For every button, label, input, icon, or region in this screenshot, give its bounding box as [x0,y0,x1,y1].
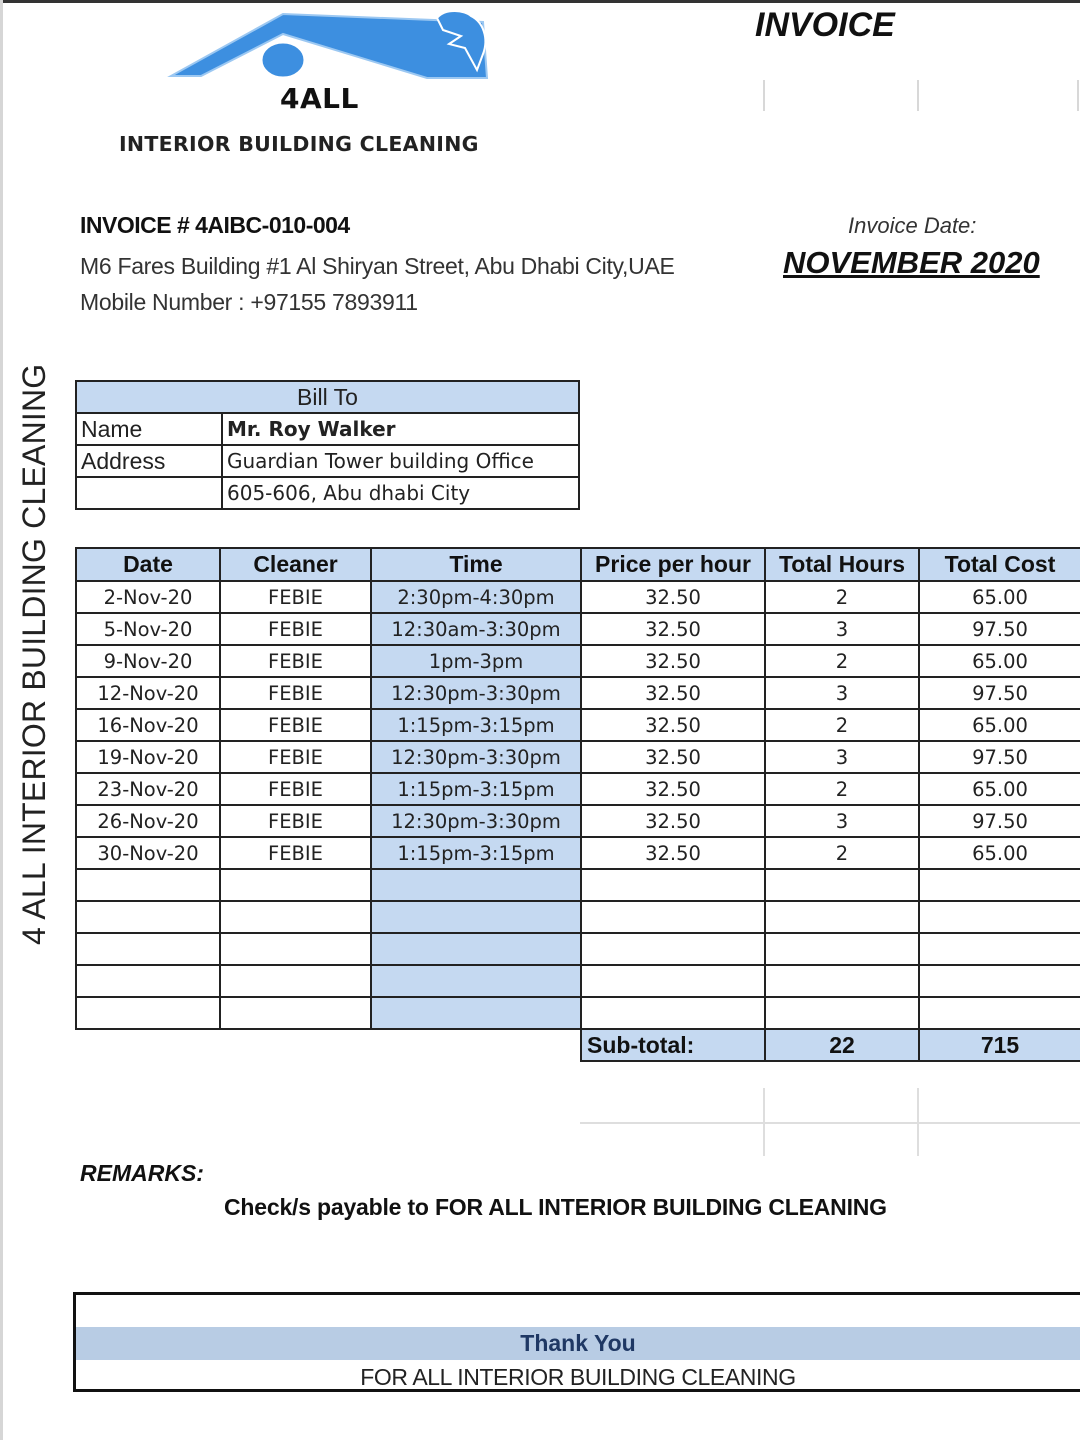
subtotal-row [76,1029,1080,1061]
footer-company: FOR ALL INTERIOR BUILDING CLEANING [360,1364,796,1390]
empty-table-row [76,869,1080,901]
cell-hours: 3 [765,677,919,709]
roof-window [261,42,305,78]
empty-label-cell [76,477,222,509]
cell-hours: 2 [765,837,919,869]
cell-cost: 65.00 [919,645,1080,677]
cell-cost: 65.00 [919,773,1080,805]
name-label: Name [76,413,222,445]
cell-date: 12-Nov-20 [76,677,220,709]
empty-cell [371,965,581,997]
house-roof-logo-icon [165,8,500,88]
empty-cell [919,933,1080,965]
empty-cell [919,901,1080,933]
gridline [763,80,765,111]
cell-price: 32.50 [581,613,765,645]
cell-date: 19-Nov-20 [76,741,220,773]
remarks-label: REMARKS: [80,1160,204,1186]
empty-cell [581,869,765,901]
cell-cost: 97.50 [919,677,1080,709]
empty-cell [919,997,1080,1029]
table-row [76,677,1080,709]
empty-cell [919,965,1080,997]
col-header-hours: Total Hours [765,548,919,581]
cell-date: 16-Nov-20 [76,709,220,741]
cell-price: 32.50 [581,645,765,677]
cell-time: 1:15pm-3:15pm [371,837,581,869]
cell-time: 2:30pm-4:30pm [371,581,581,613]
empty-cell [581,933,765,965]
empty-cell [76,869,220,901]
empty-table-row [76,901,1080,933]
invoice-date-label: Invoice Date: [848,213,977,238]
table-row [76,613,1080,645]
bill-to-table [75,380,580,510]
cell-cost: 97.50 [919,805,1080,837]
cell-time: 12:30am-3:30pm [371,613,581,645]
empty-cell [765,901,919,933]
cell-cleaner: FEBIE [220,581,371,613]
empty-cell [581,965,765,997]
empty-cell [765,997,919,1029]
gridline [917,80,919,111]
cell-hours: 3 [765,741,919,773]
empty-cell [76,965,220,997]
table-row [76,709,1080,741]
cell-price: 32.50 [581,773,765,805]
cell-price: 32.50 [581,677,765,709]
client-address-line1: Guardian Tower building Office [222,445,579,477]
cell-date: 5-Nov-20 [76,613,220,645]
table-row [76,805,1080,837]
empty-table-row [76,997,1080,1029]
page-top-border [0,0,1080,3]
table-row [76,837,1080,869]
cell-cleaner: FEBIE [220,805,371,837]
table-row [76,741,1080,773]
cell-date: 2-Nov-20 [76,581,220,613]
cell-hours: 2 [765,709,919,741]
cell-cost: 65.00 [919,581,1080,613]
empty-cell [371,869,581,901]
empty-cell [765,965,919,997]
cell-cleaner: FEBIE [220,837,371,869]
services-table [75,547,1080,1062]
table-header-row [76,548,1080,581]
brand-tagline: INTERIOR BUILDING CLEANING [119,132,479,156]
cell-time: 12:30pm-3:30pm [371,677,581,709]
subtotal-spacer [76,1029,581,1061]
cell-time: 12:30pm-3:30pm [371,741,581,773]
cell-cost: 97.50 [919,741,1080,773]
cell-price: 32.50 [581,741,765,773]
empty-cell [371,933,581,965]
empty-cell [76,901,220,933]
table-row [76,581,1080,613]
subtotal-label: Sub-total: [581,1029,765,1061]
subtotal-hours: 22 [765,1029,919,1061]
invoice-title: INVOICE [755,6,895,44]
empty-cell [765,869,919,901]
col-header-time: Time [371,548,581,581]
invoice-date-value: NOVEMBER 2020 [783,245,1040,280]
cell-hours: 2 [765,773,919,805]
table-row [76,773,1080,805]
cell-cost: 65.00 [919,837,1080,869]
subtotal-cost: 715 [919,1029,1080,1061]
empty-table-row [76,965,1080,997]
cell-cleaner: FEBIE [220,677,371,709]
cell-cleaner: FEBIE [220,709,371,741]
cell-hours: 2 [765,581,919,613]
cell-cleaner: FEBIE [220,773,371,805]
gridline [917,1088,919,1156]
empty-cell [220,997,371,1029]
table-row [76,645,1080,677]
empty-cell [220,901,371,933]
cell-hours: 2 [765,645,919,677]
cell-time: 1:15pm-3:15pm [371,709,581,741]
cell-cleaner: FEBIE [220,741,371,773]
invoice-number: INVOICE # 4AIBC-010-004 [80,212,350,238]
empty-cell [919,869,1080,901]
brand-name: 4ALL [280,82,359,115]
col-header-price: Price per hour [581,548,765,581]
empty-cell [371,997,581,1029]
address-label: Address [76,445,222,477]
company-mobile: Mobile Number : +97155 7893911 [80,289,418,315]
cell-cost: 65.00 [919,709,1080,741]
empty-cell [220,869,371,901]
cell-date: 23-Nov-20 [76,773,220,805]
cell-time: 1pm-3pm [371,645,581,677]
gridline [580,1122,1080,1124]
empty-cell [76,933,220,965]
cell-cleaner: FEBIE [220,613,371,645]
cell-price: 32.50 [581,837,765,869]
empty-cell [220,933,371,965]
empty-cell [765,933,919,965]
cell-cost: 97.50 [919,613,1080,645]
thank-you-box [73,1292,1080,1392]
client-name: Mr. Roy Walker [222,413,579,445]
page-left-border [0,0,3,1440]
empty-cell [371,901,581,933]
side-company-label: 4 ALL INTERIOR BUILDING CLEANING [16,363,52,945]
empty-cell [76,997,220,1029]
cell-cleaner: FEBIE [220,645,371,677]
cell-date: 30-Nov-20 [76,837,220,869]
cell-date: 9-Nov-20 [76,645,220,677]
cell-price: 32.50 [581,581,765,613]
empty-cell [220,965,371,997]
empty-cell [581,901,765,933]
col-header-date: Date [76,548,220,581]
gridline [1077,80,1079,111]
col-header-cleaner: Cleaner [220,548,371,581]
client-address-line2: 605-606, Abu dhabi City [222,477,579,509]
cell-price: 32.50 [581,805,765,837]
cell-hours: 3 [765,613,919,645]
cell-price: 32.50 [581,709,765,741]
empty-cell [581,997,765,1029]
col-header-cost: Total Cost [919,548,1080,581]
thank-you-text: Thank You [520,1330,636,1356]
gridline [763,1088,765,1156]
remarks-text: Check/s payable to FOR ALL INTERIOR BUILDING CLEANING [224,1194,887,1220]
cell-hours: 3 [765,805,919,837]
bill-to-heading: Bill To [76,381,579,413]
cell-time: 12:30pm-3:30pm [371,805,581,837]
cell-date: 26-Nov-20 [76,805,220,837]
company-address: M6 Fares Building #1 Al Shiryan Street, Abu Dhabi City,UAE [80,253,675,279]
cell-time: 1:15pm-3:15pm [371,773,581,805]
empty-table-row [76,933,1080,965]
